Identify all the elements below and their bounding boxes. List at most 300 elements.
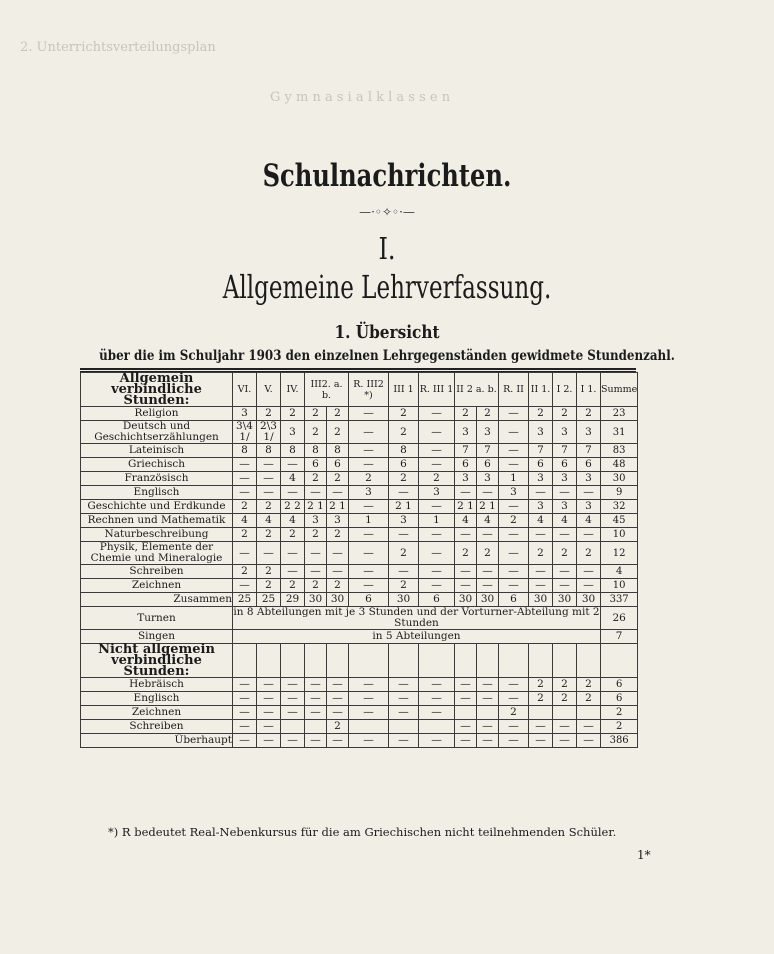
main-title: Schulnachrichten. <box>262 158 512 194</box>
hours-cell: 30 <box>577 593 601 607</box>
hours-cell: 3 <box>327 514 349 528</box>
hours-cell: — <box>349 444 389 458</box>
hours-cell: 6 <box>389 458 419 472</box>
hours-cell: — <box>349 734 389 748</box>
hours-cell: — <box>419 706 455 720</box>
hours-cell: — <box>455 734 477 748</box>
subject-label: Englisch <box>81 486 233 500</box>
hours-cell: — <box>305 706 327 720</box>
hours-cell: — <box>553 720 577 734</box>
hours-cell: 30 <box>529 593 553 607</box>
hours-cell: — <box>257 692 281 706</box>
span-note: in 5 Abteilungen <box>233 630 601 644</box>
hours-cell: — <box>499 692 529 706</box>
column-header: IV. <box>281 373 305 407</box>
hours-cell: 2 <box>499 514 529 528</box>
section-number: I. <box>378 232 396 267</box>
hours-cell: 2 <box>327 720 349 734</box>
sum-cell: 6 <box>601 678 638 692</box>
hours-cell: — <box>477 565 499 579</box>
hours-cell: 1 <box>349 514 389 528</box>
table-row <box>81 373 638 407</box>
column-header: I 1. <box>577 373 601 407</box>
hours-cell: 4 <box>455 514 477 528</box>
hours-cell: 3 <box>419 486 455 500</box>
hours-cell: — <box>499 720 529 734</box>
hours-cell: — <box>257 720 281 734</box>
hours-cell: — <box>305 565 327 579</box>
sum-cell: 2 <box>601 706 638 720</box>
hours-cell: 2 <box>553 407 577 421</box>
hours-cell: — <box>233 678 257 692</box>
hours-cell <box>305 720 327 734</box>
table-row <box>81 593 638 607</box>
hours-cell: 3 <box>553 472 577 486</box>
table-caption: über die im Schuljahr 1903 den einzelnen Lehrgegenständen gewidmete Stundenzahl. <box>99 348 675 364</box>
table-row <box>81 500 638 514</box>
hours-cell: — <box>305 486 327 500</box>
hours-cell: — <box>499 407 529 421</box>
hours-cell: 30 <box>553 593 577 607</box>
hours-cell: 7 <box>455 444 477 458</box>
hours-cell: — <box>499 421 529 444</box>
empty-cell <box>233 644 257 678</box>
hours-cell: 3 <box>529 500 553 514</box>
hours-cell: 2 <box>327 472 349 486</box>
hours-cell: 2 <box>389 472 419 486</box>
hours-cell <box>455 706 477 720</box>
table-row <box>81 528 638 542</box>
hours-cell: — <box>553 734 577 748</box>
subject-label: Zeichnen <box>81 579 233 593</box>
hours-cell <box>477 706 499 720</box>
table-row <box>81 644 638 678</box>
sum-cell: 32 <box>601 500 638 514</box>
hours-cell: 3 <box>499 486 529 500</box>
empty-cell <box>553 644 577 678</box>
hours-cell: 6 <box>349 593 389 607</box>
column-header: I 2. <box>553 373 577 407</box>
hours-cell: 2 <box>327 421 349 444</box>
bleed-through-text: 2. Unterrichtsverteilungsplan <box>20 40 216 55</box>
hours-cell: 3 <box>529 421 553 444</box>
hours-cell: — <box>419 421 455 444</box>
hours-cell: — <box>477 692 499 706</box>
sum-cell: 23 <box>601 407 638 421</box>
hours-cell: — <box>389 734 419 748</box>
sum-cell: 10 <box>601 579 638 593</box>
hours-cell: — <box>499 542 529 565</box>
section-title: Allgemeine Lehrverfassung. <box>222 268 552 306</box>
sum-cell: 7 <box>601 630 638 644</box>
hours-cell: 2 <box>577 542 601 565</box>
hours-cell: — <box>281 542 305 565</box>
hours-cell: — <box>327 678 349 692</box>
hours-cell: 3 <box>389 514 419 528</box>
hours-cell: — <box>281 565 305 579</box>
hours-cell: 2 <box>477 542 499 565</box>
hours-cell: — <box>419 678 455 692</box>
subject-label: Singen <box>81 630 233 644</box>
table-row <box>81 720 638 734</box>
subject-label: Deutsch und Geschichtserzählungen <box>81 421 233 444</box>
hours-cell: — <box>577 486 601 500</box>
hours-cell: 3 <box>477 472 499 486</box>
empty-cell <box>577 644 601 678</box>
subject-label: Überhaupt <box>81 734 233 748</box>
hours-cell: 4 <box>477 514 499 528</box>
hours-cell: — <box>233 486 257 500</box>
table-row <box>81 607 638 630</box>
hours-cell: — <box>455 579 477 593</box>
hours-cell: 2 <box>389 421 419 444</box>
column-header: R. II <box>499 373 529 407</box>
hours-cell: 2 <box>389 542 419 565</box>
empty-cell <box>601 644 638 678</box>
hours-cell: 2 <box>477 407 499 421</box>
sum-cell: 83 <box>601 444 638 458</box>
sum-cell: 4 <box>601 565 638 579</box>
hours-cell: — <box>419 458 455 472</box>
hours-cell: — <box>389 706 419 720</box>
hours-cell: 3 <box>305 514 327 528</box>
hours-cell: 3 <box>577 472 601 486</box>
hours-cell: 2 <box>257 500 281 514</box>
hours-cell: — <box>233 692 257 706</box>
hours-cell: — <box>577 579 601 593</box>
hours-cell: — <box>477 528 499 542</box>
hours-cell: — <box>233 579 257 593</box>
span-note: in 8 Abteilungen mit je 3 Stunden und der Vorturner-Abteilung mit 2 Stunden <box>233 606 600 629</box>
hours-cell <box>529 706 553 720</box>
hours-cell: 2 <box>455 542 477 565</box>
hours-cell: 2 <box>257 579 281 593</box>
subject-label: Naturbeschreibung <box>81 528 233 542</box>
hours-cell: 3 <box>577 500 601 514</box>
hours-cell: — <box>577 528 601 542</box>
table-row <box>81 421 638 444</box>
hours-cell: — <box>529 486 553 500</box>
hours-cell: — <box>257 734 281 748</box>
column-header: Summe <box>601 373 638 407</box>
top-rule <box>80 368 636 370</box>
hours-cell: — <box>327 486 349 500</box>
hours-cell: — <box>499 565 529 579</box>
hours-cell: — <box>577 565 601 579</box>
subject-label: Turnen <box>81 607 233 630</box>
hours-cell: 6 <box>455 458 477 472</box>
column-header: III 1 <box>389 373 419 407</box>
hours-cell: 2 <box>529 542 553 565</box>
hours-cell: — <box>529 579 553 593</box>
hours-cell: — <box>349 528 389 542</box>
hours-cell: 25 <box>233 593 257 607</box>
subject-label: Schreiben <box>81 565 233 579</box>
sum-cell: 2 <box>601 720 638 734</box>
hours-cell: — <box>327 692 349 706</box>
subject-label: Rechnen und Mathematik <box>81 514 233 528</box>
hours-cell: 2 <box>577 678 601 692</box>
sum-cell: 26 <box>601 607 638 630</box>
hours-cell: — <box>553 486 577 500</box>
hours-cell: — <box>349 579 389 593</box>
hours-cell: — <box>577 720 601 734</box>
hours-cell: — <box>419 579 455 593</box>
hours-cell <box>389 720 419 734</box>
empty-cell <box>257 644 281 678</box>
hours-cell: 30 <box>455 593 477 607</box>
hours-cell: — <box>477 486 499 500</box>
hours-cell: — <box>529 528 553 542</box>
hours-cell: — <box>233 458 257 472</box>
hours-cell: — <box>327 542 349 565</box>
hours-cell: 2 <box>389 407 419 421</box>
hours-cell: — <box>499 458 529 472</box>
hours-cell: 3 <box>281 421 305 444</box>
hours-cell: 4 <box>577 514 601 528</box>
hours-cell: — <box>305 692 327 706</box>
column-header: II 2 a. b. <box>455 373 499 407</box>
hours-cell: 2 <box>577 407 601 421</box>
hours-cell: 2 <box>281 579 305 593</box>
column-header: V. <box>257 373 281 407</box>
hours-cell: 2 <box>281 407 305 421</box>
empty-cell <box>499 644 529 678</box>
hours-cell: 2 <box>327 528 349 542</box>
empty-cell <box>305 644 327 678</box>
hours-cell: 3 <box>553 500 577 514</box>
hours-cell: 8 <box>305 444 327 458</box>
hours-cell: — <box>349 500 389 514</box>
table-row <box>81 678 638 692</box>
hours-cell: — <box>477 579 499 593</box>
hours-cell: — <box>419 500 455 514</box>
sum-cell: 6 <box>601 692 638 706</box>
hours-cell: 2 <box>499 706 529 720</box>
hours-cell <box>281 720 305 734</box>
hours-cell: — <box>349 678 389 692</box>
hours-cell: 2 <box>233 528 257 542</box>
hours-cell: 3 <box>349 486 389 500</box>
hours-cell: — <box>455 528 477 542</box>
hours-cell: 2 <box>257 565 281 579</box>
optional-header-label: Nicht allgemein verbindliche Stunden: <box>81 644 233 678</box>
hours-cell: 29 <box>281 593 305 607</box>
hours-cell: — <box>455 565 477 579</box>
hours-cell: 25 <box>257 593 281 607</box>
hours-cell: 2 1 <box>305 500 327 514</box>
hours-cell: — <box>389 678 419 692</box>
hours-cell: — <box>257 678 281 692</box>
hours-cell: 2 <box>257 407 281 421</box>
hours-cell: 2 <box>349 472 389 486</box>
hours-cell: 4 <box>233 514 257 528</box>
subject-label: Französisch <box>81 472 233 486</box>
hours-cell: — <box>499 678 529 692</box>
sum-cell: 12 <box>601 542 638 565</box>
hours-cell: 2 <box>419 472 455 486</box>
ornament: —·◦✧◦·— <box>359 205 415 219</box>
hours-cell: — <box>389 528 419 542</box>
hours-cell: 2 <box>327 579 349 593</box>
hours-cell: — <box>233 542 257 565</box>
hours-cell: — <box>553 565 577 579</box>
hours-cell: — <box>257 458 281 472</box>
column-header: III2. a. b. <box>305 373 349 407</box>
hours-cell: — <box>477 678 499 692</box>
hours-cell: 2 <box>455 407 477 421</box>
hours-cell: 4 <box>281 514 305 528</box>
hours-cell: 2\3 1/ <box>257 421 281 444</box>
hours-cell: 8 <box>327 444 349 458</box>
hours-cell: 3 <box>477 421 499 444</box>
empty-cell <box>455 644 477 678</box>
hours-cell: 2 <box>281 528 305 542</box>
subject-label: Hebräisch <box>81 678 233 692</box>
hours-cell: 2 <box>553 542 577 565</box>
column-header: VI. <box>233 373 257 407</box>
table-header-label: Allgemein verbindliche Stunden: <box>81 373 233 407</box>
hours-cell: — <box>281 692 305 706</box>
hours-cell: — <box>499 444 529 458</box>
hours-cell: 3 <box>455 472 477 486</box>
hours-cell: — <box>499 528 529 542</box>
hours-cell: — <box>419 542 455 565</box>
hours-cell: 3 <box>233 407 257 421</box>
hours-cell: — <box>233 472 257 486</box>
sum-cell: 10 <box>601 528 638 542</box>
hours-cell: 6 <box>499 593 529 607</box>
hours-cell: — <box>281 458 305 472</box>
hours-cell: — <box>349 542 389 565</box>
hours-cell: — <box>499 579 529 593</box>
hours-cell: — <box>477 734 499 748</box>
hours-cell: — <box>327 706 349 720</box>
hours-cell: 3\4 1/ <box>233 421 257 444</box>
hours-cell: 2 <box>305 579 327 593</box>
hours-cell: — <box>349 706 389 720</box>
subject-label: Geschichte und Erdkunde <box>81 500 233 514</box>
hours-cell: 6 <box>419 593 455 607</box>
table-row <box>81 458 638 472</box>
hours-cell: 2 <box>529 692 553 706</box>
hours-cell: — <box>419 444 455 458</box>
subject-label: Griechisch <box>81 458 233 472</box>
hours-cell: 2 <box>233 565 257 579</box>
hours-cell: 2 <box>553 692 577 706</box>
empty-cell <box>349 644 389 678</box>
empty-cell <box>529 644 553 678</box>
hours-cell: 6 <box>477 458 499 472</box>
hours-cell: 7 <box>553 444 577 458</box>
subsection-title: 1. Übersicht <box>334 322 440 343</box>
subject-label: Religion <box>81 407 233 421</box>
empty-cell <box>281 644 305 678</box>
hours-cell: — <box>233 720 257 734</box>
hours-cell: — <box>233 734 257 748</box>
table-row <box>81 542 638 565</box>
hours-cell: — <box>529 720 553 734</box>
hours-cell: 6 <box>577 458 601 472</box>
hours-cell: — <box>389 486 419 500</box>
hours-cell: — <box>305 678 327 692</box>
hours-cell: 30 <box>327 593 349 607</box>
subject-label: Schreiben <box>81 720 233 734</box>
sum-cell: 9 <box>601 486 638 500</box>
hours-cell: 2 <box>327 407 349 421</box>
hours-cell: 3 <box>455 421 477 444</box>
hours-cell: 2 <box>305 528 327 542</box>
hours-cell: — <box>389 692 419 706</box>
hours-cell: 2 <box>305 421 327 444</box>
hours-cell: 2 1 <box>327 500 349 514</box>
hours-cell: 4 <box>257 514 281 528</box>
hours-cell: 4 <box>529 514 553 528</box>
hours-cell: — <box>349 458 389 472</box>
table-row <box>81 486 638 500</box>
bleed-through-text: G y m n a s i a l k l a s s e n <box>270 90 451 105</box>
hours-cell: — <box>455 692 477 706</box>
hours-cell: 2 2 <box>281 500 305 514</box>
hours-cell: — <box>349 407 389 421</box>
lesson-hours-table <box>80 372 638 748</box>
hours-cell: 2 <box>305 472 327 486</box>
hours-cell <box>349 720 389 734</box>
hours-cell: — <box>499 734 529 748</box>
hours-cell: — <box>327 565 349 579</box>
table-row <box>81 579 638 593</box>
hours-cell: — <box>499 500 529 514</box>
hours-cell: 1 <box>499 472 529 486</box>
footnote: *) R bedeutet Real-Nebenkursus für die am Griechischen nicht teilnehmenden Schüler. <box>108 825 617 839</box>
hours-cell: — <box>553 579 577 593</box>
hours-cell: — <box>305 542 327 565</box>
empty-cell <box>327 644 349 678</box>
hours-cell: — <box>419 734 455 748</box>
hours-cell: 6 <box>553 458 577 472</box>
column-header: R. III 1 <box>419 373 455 407</box>
hours-cell: — <box>281 486 305 500</box>
subject-label: Zusammen <box>81 593 233 607</box>
hours-cell: 6 <box>529 458 553 472</box>
hours-cell: 8 <box>233 444 257 458</box>
hours-cell: — <box>455 486 477 500</box>
hours-cell: 4 <box>553 514 577 528</box>
hours-cell: 2 1 <box>389 500 419 514</box>
hours-cell <box>577 706 601 720</box>
hours-cell: — <box>257 472 281 486</box>
hours-cell: 2 <box>257 528 281 542</box>
table-row <box>81 444 638 458</box>
sum-cell: 31 <box>601 421 638 444</box>
hours-cell: 7 <box>577 444 601 458</box>
hours-cell: 4 <box>281 472 305 486</box>
hours-cell: 1 <box>419 514 455 528</box>
hours-cell: 2 <box>305 407 327 421</box>
hours-cell: 2 <box>577 692 601 706</box>
table-row <box>81 407 638 421</box>
empty-cell <box>389 644 419 678</box>
hours-cell: — <box>529 565 553 579</box>
empty-cell <box>477 644 499 678</box>
hours-cell: 2 <box>529 678 553 692</box>
hours-cell: 7 <box>477 444 499 458</box>
hours-cell: — <box>419 692 455 706</box>
hours-cell: 6 <box>305 458 327 472</box>
hours-cell: 30 <box>477 593 499 607</box>
subject-label: Lateinisch <box>81 444 233 458</box>
hours-cell: 2 <box>553 678 577 692</box>
